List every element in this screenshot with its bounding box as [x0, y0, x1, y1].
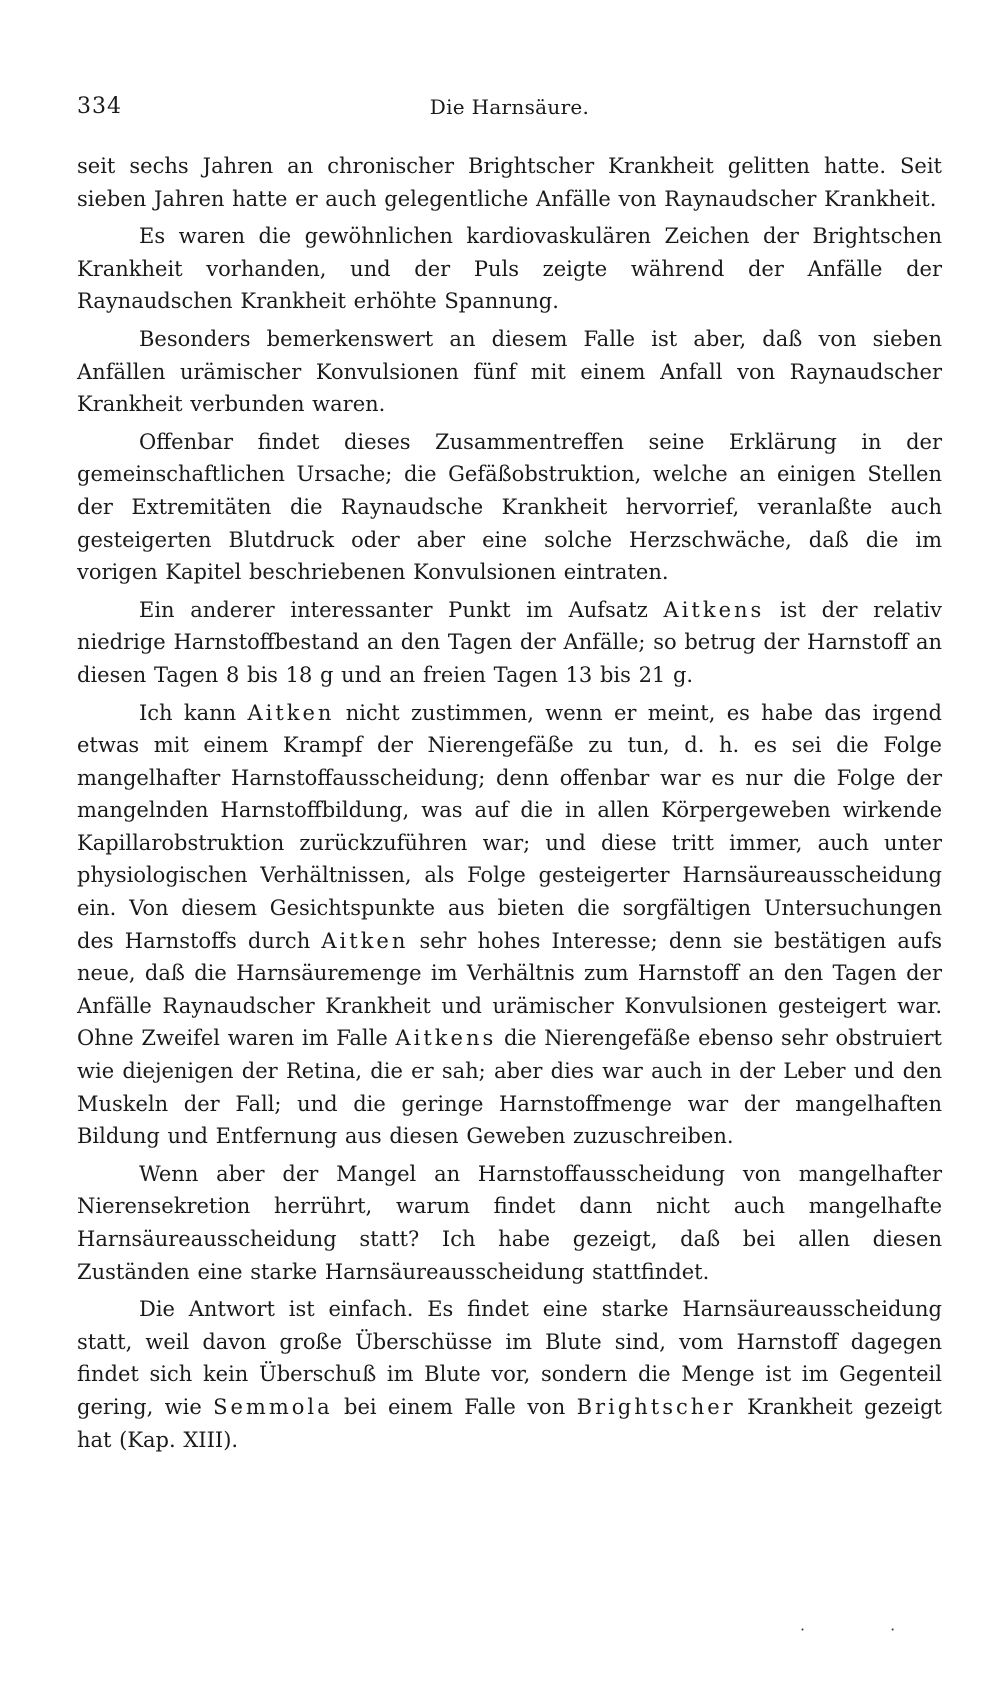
paragraph-text: Wenn aber der Mangel an Harnstoffausscheidung von mangelhafter Nierensekretion herrührt, warum findet dann nicht auch mangelhafte Harnsäureausscheidung statt? Ich habe gezeigt, daß bei allen diesen Zuständen eine starke Harnsäureausscheidung stattfindet.: [77, 1161, 942, 1284]
author-name: Aitken: [247, 700, 335, 725]
paragraph-7: [77, 1158, 942, 1288]
paragraph-2: [77, 220, 942, 318]
paragraph-text: Ein anderer interessanter Punkt im Aufsatz: [139, 597, 664, 622]
paragraph-text: bei einem Falle von: [332, 1394, 577, 1419]
paragraph-text: die Nierengefäße ebenso sehr obstruiert wie diejenigen der Retina, die er sah; aber dies war auch in der Leber und den Muskeln der Fall; und die geringe Harnstoffmenge war der mangelhaften Bildung und Entfernung aus diesen Geweben zuzuschreiben.: [77, 1026, 942, 1149]
paragraph-6: [77, 697, 942, 1153]
paragraph-1: [77, 150, 942, 215]
paragraph-text: Krankheit gezeigt hat (Kap. XIII).: [77, 1394, 942, 1452]
paragraph-text: Ich kann: [139, 700, 248, 725]
page-number: 334: [77, 94, 122, 119]
author-name: Aitkens: [663, 597, 765, 622]
body-text: [77, 150, 942, 1456]
running-title: Die Harnsäure.: [429, 95, 590, 119]
paragraph-text: Besonders bemerkenswert an diesem Falle ist aber, daß von sieben Anfällen urämischer Konvulsionen fünf mit einem Anfall von Raynaudscher Krankheit verbunden waren.: [77, 326, 942, 417]
paragraph-text: ist der relativ niedrige Harnstoffbestand an den Tagen der Anfälle; so betrug der Harnstoff an diesen Tagen 8 bis 18 g und an freien Tagen 13 bis 21 g.: [77, 597, 943, 687]
book-page: [77, 92, 942, 1461]
paragraph-8: [77, 1293, 942, 1456]
paragraph-text: nicht zustimmen, wenn er meint, es habe das irgend etwas mit einem Krampf der Nierengefäße zu tun, d. h. es sei die Folge mangelhafter Harnstoffausscheidung; denn offenbar war es nur die Folge der mangelnden Harnstoffbildung, was auf die in allen Körpergeweben wirkende Kapillarobstruktion zurückzuführen war; und diese tritt immer, auch unter physiologischen Verhältnissen, als Folge gesteigerter Harnsäureausscheidung ein. Von diesem Gesichtspunkte aus bieten die sorgfältigen Untersuchungen des Harnstoffs durch: [77, 700, 942, 953]
disease-name: Brightscher: [576, 1394, 736, 1419]
paragraph-3: [77, 323, 942, 421]
paragraph-text: Die Antwort ist einfach. Es findet eine starke Harnsäureausscheidung statt, weil davon große Überschüsse im Blute sind, vom Harnstoff dagegen findet sich kein Überschuß im Blute vor, sondern die Menge ist im Gegenteil gering, wie: [77, 1297, 942, 1419]
author-name: Aitkens: [395, 1026, 497, 1051]
author-name: Aitken: [321, 928, 409, 953]
paragraph-text: seit sechs Jahren an chronischer Brightscher Krankheit gelitten hatte. Seit sieben Jahren hatte er auch gelegentliche Anfälle von Raynaudscher Krankheit.: [77, 154, 942, 211]
paragraph-text: Es waren die gewöhnlichen kardiovaskulären Zeichen der Brightschen Krankheit vorhanden, und der Puls zeigte während der Anfälle der Raynaudschen Krankheit erhöhte Spannung.: [77, 224, 942, 314]
print-specks: · ·: [800, 1620, 936, 1639]
paragraph-text: Offenbar findet dieses Zusammentreffen seine Erklärung in der gemeinschaftlichen Ursache; die Gefäßobstruktion, welche an einigen Stellen der Extremitäten die Raynaudsche Krankheit hervorrief, veranlaßte auch gesteigerten Blutdruck oder aber eine solche Herzschwäche, daß die im vorigen Kapitel beschriebenen Konvulsionen eintraten.: [77, 429, 942, 585]
author-name: Semmola: [213, 1394, 333, 1419]
paragraph-text: sehr hohes Interesse; denn sie bestätigen aufs neue, daß die Harnsäuremenge im Verhältnis zum Harnstoff an den Tagen der Anfälle Raynaudscher Krankheit und urämischer Konvulsionen gesteigert war. Ohne Zweifel waren im Falle: [77, 928, 942, 1051]
paragraph-4: [77, 426, 942, 589]
running-head: [77, 92, 942, 132]
paragraph-5: [77, 594, 942, 692]
